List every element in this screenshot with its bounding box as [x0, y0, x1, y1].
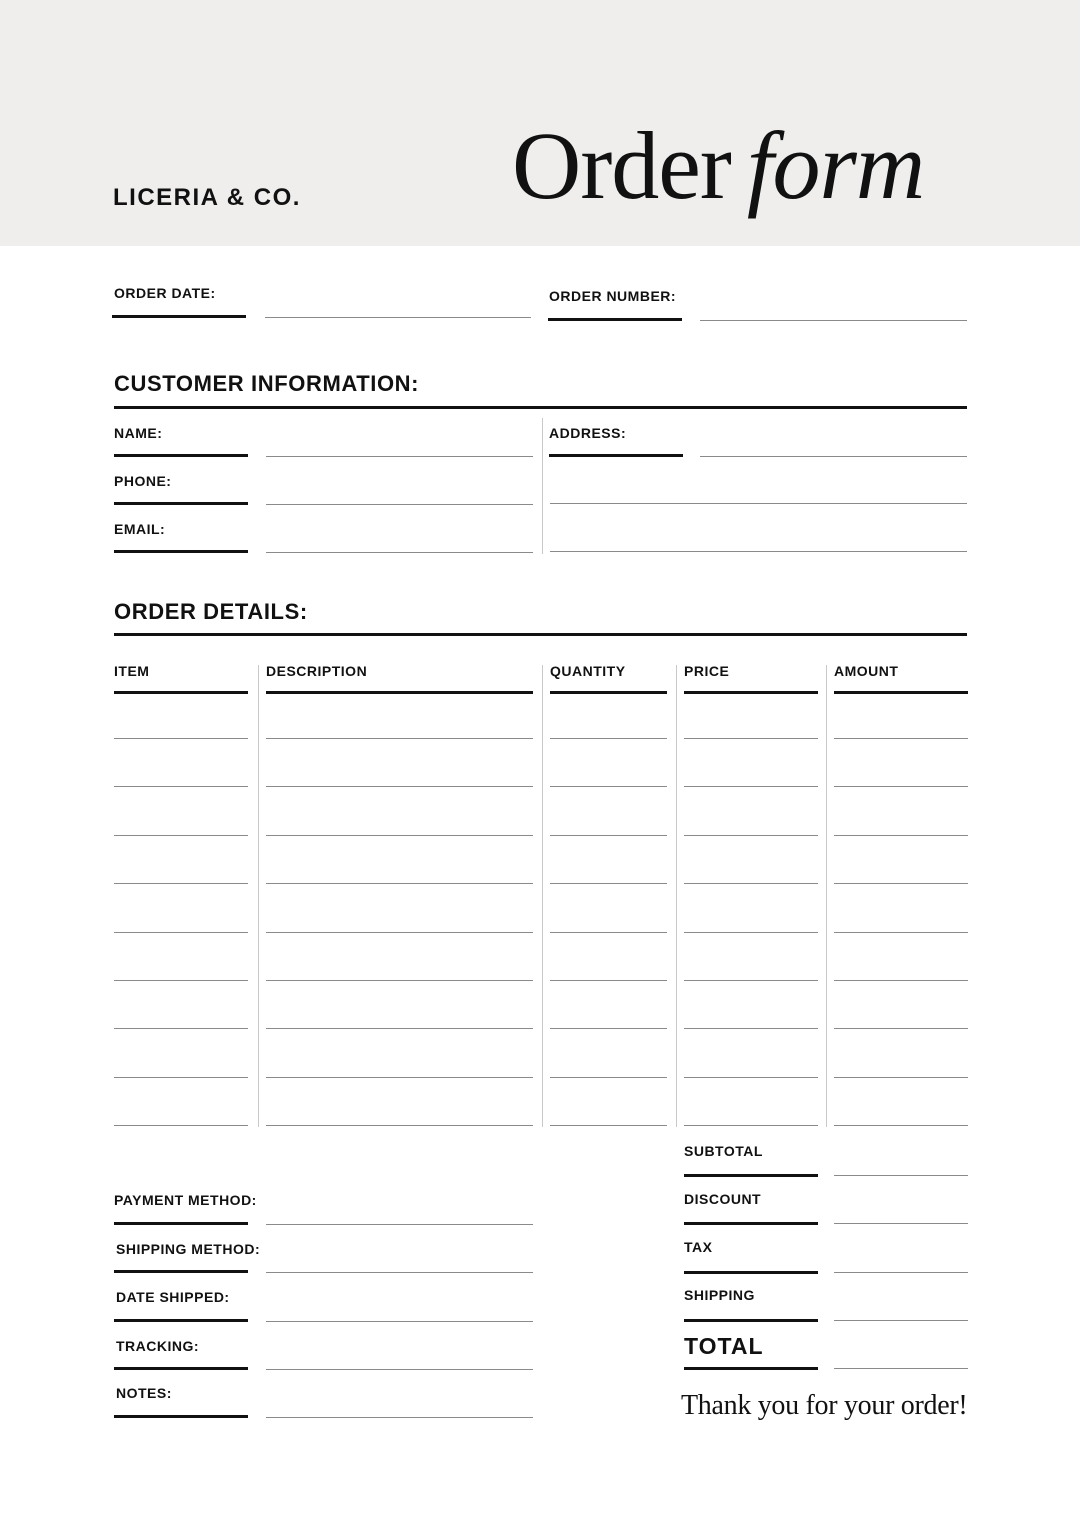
notes-field[interactable]: [266, 1417, 533, 1418]
notes-label: NOTES:: [116, 1385, 172, 1401]
address-field-line-2[interactable]: [550, 503, 967, 504]
table-cell-amount[interactable]: [834, 883, 968, 884]
tax-label-underline: [684, 1271, 818, 1274]
table-cell-description[interactable]: [266, 1028, 533, 1029]
customer-info-heading: CUSTOMER INFORMATION:: [114, 371, 420, 396]
column-header-description: DESCRIPTION: [266, 663, 368, 679]
subtotal-label-underline: [684, 1174, 818, 1177]
tax-label: TAX: [684, 1239, 713, 1255]
table-cell-amount[interactable]: [834, 786, 968, 787]
table-cell-price[interactable]: [684, 1077, 818, 1078]
table-cell-item[interactable]: [114, 1125, 248, 1126]
discount-label: DISCOUNT: [684, 1191, 762, 1207]
subtotal-label: SUBTOTAL: [684, 1143, 763, 1159]
phone-label-underline: [114, 502, 248, 505]
date-shipped-label-underline: [114, 1319, 248, 1322]
column-underline-description: [266, 691, 533, 694]
table-cell-item[interactable]: [114, 883, 248, 884]
table-cell-description[interactable]: [266, 738, 533, 739]
total-label: TOTAL: [684, 1333, 764, 1359]
discount-field[interactable]: [834, 1223, 968, 1224]
payment-method-label-underline: [114, 1222, 248, 1225]
table-cell-price[interactable]: [684, 883, 818, 884]
email-label: EMAIL:: [114, 521, 166, 537]
column-divider: [676, 665, 677, 1127]
email-label-underline: [114, 550, 248, 553]
table-cell-quantity[interactable]: [550, 932, 667, 933]
name-field[interactable]: [266, 456, 533, 457]
page-title: [512, 112, 925, 219]
address-field-line-1[interactable]: [700, 456, 967, 457]
table-cell-quantity[interactable]: [550, 1077, 667, 1078]
phone-field[interactable]: [266, 504, 533, 505]
order-date-label-underline: [112, 315, 246, 318]
order-number-label-underline: [548, 318, 682, 321]
order-date-label: ORDER DATE:: [114, 285, 216, 301]
table-cell-amount[interactable]: [834, 932, 968, 933]
table-cell-description[interactable]: [266, 1077, 533, 1078]
table-cell-description[interactable]: [266, 1125, 533, 1126]
order-date-field[interactable]: [265, 317, 531, 318]
shipping-method-field[interactable]: [266, 1272, 533, 1273]
name-label: NAME:: [114, 425, 163, 441]
brand-name: LICERIA & CO.: [113, 184, 301, 211]
table-cell-item[interactable]: [114, 980, 248, 981]
column-underline-quantity: [550, 691, 667, 694]
table-cell-item[interactable]: [114, 1028, 248, 1029]
customer-divider: [542, 418, 543, 554]
table-cell-item[interactable]: [114, 932, 248, 933]
payment-method-field[interactable]: [266, 1224, 533, 1225]
column-underline-amount: [834, 691, 968, 694]
address-label-underline: [549, 454, 683, 457]
table-cell-amount[interactable]: [834, 835, 968, 836]
table-cell-quantity[interactable]: [550, 980, 667, 981]
thank-you-message: Thank you for your order!: [681, 1390, 968, 1421]
table-cell-price[interactable]: [684, 835, 818, 836]
tracking-label-underline: [114, 1367, 248, 1370]
date-shipped-label: DATE SHIPPED:: [116, 1289, 230, 1305]
address-label: ADDRESS:: [549, 425, 627, 441]
table-cell-quantity[interactable]: [550, 883, 667, 884]
table-cell-price[interactable]: [684, 1125, 818, 1126]
column-header-item: ITEM: [114, 663, 150, 679]
table-cell-price[interactable]: [684, 932, 818, 933]
title-script: form: [746, 112, 925, 219]
table-cell-item[interactable]: [114, 786, 248, 787]
table-cell-item[interactable]: [114, 1077, 248, 1078]
order-number-label: ORDER NUMBER:: [549, 288, 677, 304]
table-cell-amount[interactable]: [834, 1077, 968, 1078]
address-field-line-3[interactable]: [550, 551, 967, 552]
table-cell-quantity[interactable]: [550, 1028, 667, 1029]
shipping-method-label: SHIPPING METHOD:: [116, 1241, 261, 1257]
table-cell-item[interactable]: [114, 835, 248, 836]
column-underline-price: [684, 691, 818, 694]
table-cell-amount[interactable]: [834, 738, 968, 739]
table-cell-price[interactable]: [684, 786, 818, 787]
table-cell-description[interactable]: [266, 980, 533, 981]
table-cell-item[interactable]: [114, 738, 248, 739]
customer-info-rule: [114, 406, 967, 409]
table-cell-quantity[interactable]: [550, 1125, 667, 1126]
shipping-field[interactable]: [834, 1320, 968, 1321]
total-label-underline: [684, 1367, 818, 1370]
tracking-label: TRACKING:: [116, 1338, 200, 1354]
column-divider: [542, 665, 543, 1127]
column-divider: [258, 665, 259, 1127]
discount-label-underline: [684, 1222, 818, 1225]
table-cell-amount[interactable]: [834, 1125, 968, 1126]
table-cell-description[interactable]: [266, 932, 533, 933]
table-cell-price[interactable]: [684, 1028, 818, 1029]
order-details-heading: ORDER DETAILS:: [114, 599, 308, 624]
tracking-field[interactable]: [266, 1369, 533, 1370]
table-cell-quantity[interactable]: [550, 738, 667, 739]
table-cell-description[interactable]: [266, 835, 533, 836]
payment-method-label: PAYMENT METHOD:: [114, 1192, 257, 1208]
table-cell-amount[interactable]: [834, 980, 968, 981]
title-main: Order: [512, 112, 731, 219]
table-cell-price[interactable]: [684, 738, 818, 739]
table-cell-price[interactable]: [684, 980, 818, 981]
table-cell-description[interactable]: [266, 786, 533, 787]
table-cell-amount[interactable]: [834, 1028, 968, 1029]
total-field[interactable]: [834, 1368, 968, 1369]
tax-field[interactable]: [834, 1272, 968, 1273]
subtotal-field[interactable]: [834, 1175, 968, 1176]
table-cell-description[interactable]: [266, 883, 533, 884]
shipping-label-underline: [684, 1319, 818, 1322]
name-label-underline: [114, 454, 248, 457]
date-shipped-field[interactable]: [266, 1321, 533, 1322]
column-underline-item: [114, 691, 248, 694]
order-number-field[interactable]: [700, 320, 967, 321]
column-header-price: PRICE: [684, 663, 730, 679]
phone-label: PHONE:: [114, 473, 172, 489]
column-divider: [826, 665, 827, 1127]
table-cell-quantity[interactable]: [550, 835, 667, 836]
column-header-quantity: QUANTITY: [550, 663, 626, 679]
order-details-rule: [114, 633, 967, 636]
shipping-label: SHIPPING: [684, 1287, 755, 1303]
column-header-amount: AMOUNT: [834, 663, 899, 679]
notes-label-underline: [114, 1415, 248, 1418]
shipping-method-label-underline: [114, 1270, 248, 1273]
table-cell-quantity[interactable]: [550, 786, 667, 787]
email-field[interactable]: [266, 552, 533, 553]
